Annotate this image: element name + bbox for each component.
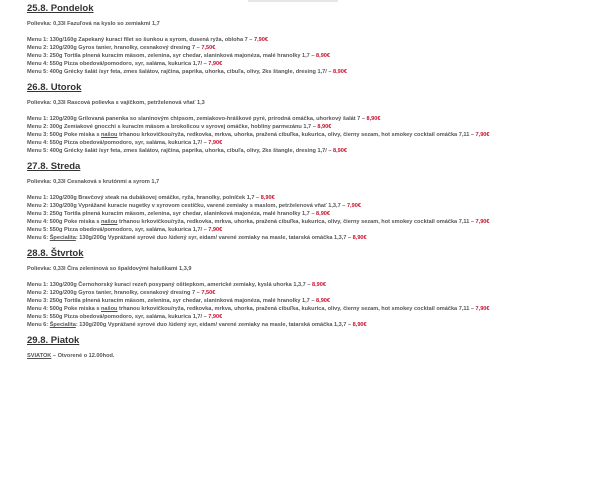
soup-line: Polievka: 0,33l Čira zeleninová so špaldovými haluškami 1,3,9 xyxy=(27,266,192,272)
menu-text: Menu 4: 550g Pizza obedová/pomodoro, syr, saláma, kukurica 1,7/ – xyxy=(27,61,207,67)
note-line xyxy=(27,352,599,360)
menu-item xyxy=(27,44,599,52)
price-label: 7,90€ xyxy=(208,314,223,320)
price-label: 8,90€ xyxy=(316,298,331,304)
day-block xyxy=(27,161,599,248)
price-label: 7,90€ xyxy=(475,219,490,225)
menu-text: trhanou krkovičkou/ryža, redkovka, mrkva, uhorka, pražená cibuľka, kukurica, olivy, čierny sezam, hot smokey cocktail omáčka 7,11 – xyxy=(117,306,474,312)
day-title: 29.8. Piatok xyxy=(27,335,80,346)
price-label: 7,90€ xyxy=(475,132,490,138)
menu-text: Menu 3: 250g Tortila plnená kuracím mäsom, zelenina, syr chedar, slaninková majonéza, malé hranolky 1,7 – xyxy=(27,53,315,59)
menu-text: Menu 5: 400g Grécky šalát /syr feta, zmes šalátov, rajčina, paprika, uhorka, cibuľa, olivy, 2ks štangle, dresing 1,7/ – xyxy=(27,148,332,154)
menu-text: Menu 2: 120g/200g Gyros tanier, hranolky, cesnakový dresing 7 – xyxy=(27,290,200,296)
price-label: 8,90€ xyxy=(317,124,332,130)
soup-line: Polievka: 0,33l Fazuľová na kyslo so zemiakmi 1,7 xyxy=(27,21,160,27)
price-label: 7,90€ xyxy=(253,37,268,43)
menu-prefix: Menu 6: xyxy=(27,322,50,328)
price-label: 7,50€ xyxy=(201,45,216,51)
menu-prefix: Menu 6: xyxy=(27,235,50,241)
menu-text: Menu 1: 120g/200g Bravčový steak na dubákovej omáčke, ryža, hranolky, polníček 1,7 – xyxy=(27,195,260,201)
price-label: 7,90€ xyxy=(208,140,223,146)
menu-text: : 130g/200g Vyprážané syrové duo /údený syr, eidam/ varené zemiaky na masle, tatarská omáčka 1,3,7 – xyxy=(75,322,352,328)
day-block xyxy=(27,335,599,366)
menu-item xyxy=(27,147,599,155)
spacer xyxy=(27,28,599,36)
price-label: 8,90€ xyxy=(312,282,327,288)
menu-item xyxy=(27,305,597,313)
soup-line: Polievka: 0,33l Rascová polievka s vajíčkom, petrželenová vňať 1,3 xyxy=(27,100,205,106)
menu-text: : 130g/200g Vyprážané syrové duo /údený syr, eidam/ varené zemiaky na masle, tatarská omáčka 1,3,7 – xyxy=(75,235,352,241)
note-text: – Otvorené o 12.00hod. xyxy=(51,353,115,359)
menu-text: Menu 1: 130g/200g Černohorský kurací rezeň posypaný oštiepkom, americké zemiaky, kyslá uhorka 1,3,7 – xyxy=(27,282,311,288)
price-label: 7,50€ xyxy=(201,290,216,296)
menu-text: Menu 3: 250g Tortila plnená kuracím mäsom, zelenina, syr chedar, slaninková majonéza, malé hranolky 1,7 – xyxy=(27,298,315,304)
menu-item xyxy=(27,202,599,210)
day-block xyxy=(27,248,599,335)
menu-text: Menu 1: 120g/200g Grilovaná panenka so slaninovým chipsom, zemiakovo-hráškové pyré, prírodná omáčka, uhorkový šalát 7 – xyxy=(27,116,365,122)
day-title: 27.8. Streda xyxy=(27,161,81,172)
soup-line: Polievka: 0,33l Cesnaková s krutónmi a syrom 1,7 xyxy=(27,179,160,185)
menu-text: trhanou krkovičkou/ryža, redkovka, mrkva, uhorka, pražená cibuľka, kukurica, olivy, čierny sezam, hot smokey cocktail omáčka 7,11 – xyxy=(117,132,474,138)
menu-item xyxy=(27,68,599,76)
price-label: 7,90€ xyxy=(208,61,223,67)
menu-underlined: našou xyxy=(101,132,118,138)
price-label: 7,90€ xyxy=(208,227,223,233)
weekly-menu xyxy=(27,0,599,366)
menu-item xyxy=(27,234,599,242)
menu-item xyxy=(27,115,599,123)
spacer xyxy=(27,273,599,281)
day-title: 26.8. Utorok xyxy=(27,82,82,93)
menu-item xyxy=(27,210,599,218)
menu-underlined: Špecialita xyxy=(49,235,76,241)
menu-item xyxy=(27,60,599,68)
menu-text: Menu 5: 550g Pizza obedová/pomodoro, syr, saláma, kukurica 1,7/ – xyxy=(27,227,207,233)
menu-item xyxy=(27,321,599,329)
day-block xyxy=(27,82,599,161)
spacer xyxy=(27,186,599,194)
menu-prefix: Menu 4: 500g Poke miska s xyxy=(27,219,101,225)
spacer xyxy=(27,107,599,115)
menu-item xyxy=(27,131,597,139)
menu-text: Menu 2: 120g/200g Gyros tanier, hranolky, cesnakový dresing 7 – xyxy=(27,45,200,51)
menu-underlined: našou xyxy=(101,306,118,312)
price-label: 7,90€ xyxy=(475,306,490,312)
menu-item xyxy=(27,36,599,44)
day-title: 25.8. Pondelok xyxy=(27,3,94,14)
spacer xyxy=(27,360,599,366)
menu-text: Menu 4: 550g Pizza obedová/pomodoro, syr, saláma, kukurica 1,7/ – xyxy=(27,140,207,146)
price-label: 8,90€ xyxy=(260,195,275,201)
menu-item xyxy=(27,297,599,305)
price-label: 7,90€ xyxy=(346,203,361,209)
menu-prefix: Menu 3: 500g Poke miska s xyxy=(27,132,101,138)
menu-item xyxy=(27,123,599,131)
menu-text: Menu 2: 130g/200g Vyprážané kuracie nugetky v syrovom cestíčku, varené zemiaky s maslom, petrželenová vňať 1,3,7 – xyxy=(27,203,346,209)
menu-prefix: Menu 4: 500g Poke miska s xyxy=(27,306,101,312)
menu-underlined: Špecialita xyxy=(49,322,76,328)
price-label: 8,90€ xyxy=(316,211,331,217)
price-label: 8,90€ xyxy=(316,53,331,59)
menu-text: trhanou krkovičkou/ryža, redkovka, mrkva, uhorka, pražená cibuľka, kukurica, olivy, čierny sezam, hot smokey cocktail omáčka 7,11 – xyxy=(117,219,474,225)
menu-text: Menu 1: 130g/160g Zapekaný kurací filet so šunkou a syrom, dusená ryža, obloha 7 – xyxy=(27,37,253,43)
menu-item xyxy=(27,289,599,297)
price-label: 8,90€ xyxy=(352,235,367,241)
day-title: 28.8. Štvrtok xyxy=(27,248,84,259)
price-label: 8,90€ xyxy=(366,116,381,122)
menu-item xyxy=(27,218,597,226)
menu-item xyxy=(27,52,599,60)
price-label: 8,90€ xyxy=(333,69,348,75)
menu-text: Menu 5: 550g Pizza obedová/pomodoro, syr, saláma, kukurica 1,7/ – xyxy=(27,314,207,320)
menu-item xyxy=(27,313,599,321)
menu-item xyxy=(27,281,599,289)
price-label: 8,90€ xyxy=(352,322,367,328)
menu-text: Menu 5: 400g Grécky šalát /syr feta, zmes šalátov, rajčina, paprika, uhorka, cibuľa, olivy, 2ks štangle, dresing 1,7/ – xyxy=(27,69,332,75)
menu-item xyxy=(27,194,599,202)
note-underlined: SVIATOK xyxy=(27,353,52,359)
menu-item xyxy=(27,139,599,147)
menu-text: Menu 3: 250g Tortila plnená kuracím mäsom, zelenina, syr chedar, slaninková majonéza, malé hranolky 1,7 – xyxy=(27,211,315,217)
menu-underlined: našou xyxy=(101,219,118,225)
price-label: 8,90€ xyxy=(333,148,348,154)
menu-item xyxy=(27,226,599,234)
menu-text: Menu 2: 300g Zemiakové gnocchi s kuracím mäsom a brokolicou v syrovej omáčke, hobliny parmezánu 1,7 – xyxy=(27,124,316,130)
day-block xyxy=(27,3,599,82)
